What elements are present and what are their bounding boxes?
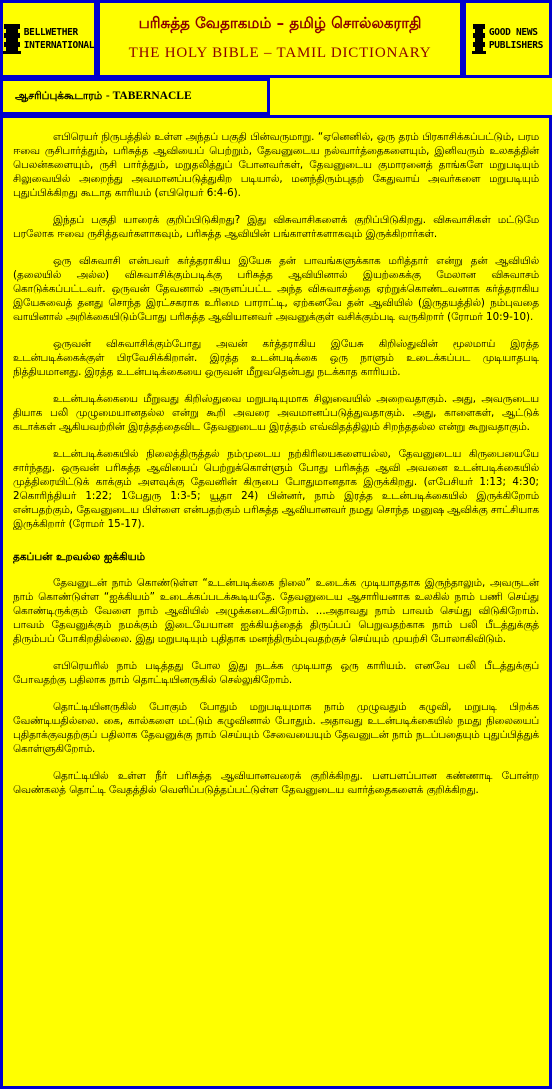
topic-english: - TABERNACLE xyxy=(105,90,192,102)
paragraph: எபிரெயரில் நாம் படித்தது போல இது நடக்க முடியாத ஒரு காரியம். எனவே பலி பீடத்துக்குப் போவதற்கு பதிலாக நாம் தொட்டியினருகில் செல்லுகிறோம். xyxy=(13,660,539,686)
paragraph: தேவனுடன் நாம் கொண்டுள்ள “உடன்படிக்கை நிலை” உடைக்க முடியாததாக இருந்தாலும், அவருடன் நாம் கொண்டுள்ள “ஐக்கியம்” உடைக்கப்படக்கூடியதே. தேவனுடைய ஆசாரியனாக உலகில் நாம் பணி செய்து கொண்டிருக்கும் வேளை நாம் ஆவியில் அழுக்கடைகிறோம். ...அதாவது நாம் பாவம் செய்து விடுகிறோம். பாவம் தேவனுக்கும் நமக்கும் இடையேயான ஐக்கியத்தைத் திருப்பப் பெறுவதற்காக நாம் பலி பீடத்துக்குத் திரும்பப் போகிறதில்லை. இது மறுபடியும் புதிதாக மனந்திரும்புவதற்குச் செய்யும் முயற்சி போலாகிவிடும். xyxy=(13,577,539,645)
paragraph: உடன்படிக்கையை மீறுவது கிறிஸ்துவை மறுபடியுமாக சிலுவையில் அறைவதாகும். அது, அவருடைய தியாக பலி முழுமையானதல்ல என்று கூறி அவரை அவமானப்படுத்துவதாகும். அது, காளைகள், ஆட்டுக் கடாக்கள் ஆகியவற்றின் இரத்தத்தைவிட தேவனுடைய இரத்தம் எவ்விதத்திலும் சிறந்ததல்ல என்று கூறுவதாகும். xyxy=(13,393,539,433)
good-news-logo xyxy=(466,3,549,75)
topic-title xyxy=(15,90,192,103)
topic-box xyxy=(0,78,270,115)
logo-line-2: INTERNATIONAL xyxy=(23,40,95,51)
paragraph: ஒருவன் விசுவாசிக்கும்போது அவன் கர்த்தராகிய இயேசு கிறிஸ்துவின் மூலமாய் இரத்த உடன்படிக்கைக்குள் பிரவேசிக்கிறான். இரத்த உடன்படிக்கை ஒரு நாளும் உடைக்கப்பட முடியாதபடி நித்தியமானது. இரத்த உடன்படிக்கையை ஒருவன் மீறுவதென்பது நடக்காத காரியம். xyxy=(13,338,539,378)
article-body xyxy=(13,130,539,810)
title-english: THE HOLY BIBLE – TAMIL DICTIONARY xyxy=(128,45,432,61)
bellwether-logo xyxy=(3,3,94,75)
logo-line-2: PUBLISHERS xyxy=(488,40,544,51)
book-stack-icon xyxy=(472,24,486,54)
logo-line-1: BELLWETHER xyxy=(23,27,78,38)
paragraph: எபிரெயர் நிருபத்தில் உள்ள அந்தப் பகுதி பின்வருமாறு. “ஏனெனில், ஒரு தரம் பிரகாசிக்கப்பட்டும், பரம ஈவை ருசிபார்த்தும், பரிசுத்த ஆவியைப் பெற்றும், தேவனுடைய நல்வார்த்தைகளையும், இனிவரும் உலகத்தின் பெலன்களையும், ருசி பார்த்தும், மறுதலித்துப் போனவர்கள், தேவனுடைய குமாரனைத் தாங்களே மறுபடியும் சிலுவையில் அறைந்து அவமானப்படுத்துகிற படியால், மனந்திரும்புதற் கேதுவாய் அவர்களை மறுபடியும் புதுப்பிக்கிறது கூடாத காரியம் (எபிரெயர் 6:4-6). xyxy=(13,131,539,199)
title-box xyxy=(97,0,463,78)
section-heading: தகப்பன் உறவல்ல ஐக்கியம் xyxy=(13,551,146,563)
logo-line-1: GOOD NEWS xyxy=(488,27,538,38)
paragraph: இந்தப் பகுதி யாரைக் குறிப்பிடுகிறது? இது விசுவாசிகளைக் குறிப்பிடுகிறது. விசுவாசிகள் மட்டுமே பரலோக ஈவை ருசித்தவர்களாகவும், பரிசுத்த ஆவியின் பங்காளர்களாகவும் இருக்கிறார்கள். xyxy=(13,214,539,240)
book-stack-icon xyxy=(3,24,21,54)
good-news-logo-box xyxy=(463,0,552,78)
paragraph: தொட்டியில் உள்ள நீர் பரிசுத்த ஆவியானவரைக் குறிக்கிறது. பளபளப்பான கண்ணாடி போன்ற வெண்கலத் தொட்டி வேதத்தில் வெளிப்படுத்தப்பட்டுள்ள தேவனுடைய வார்த்தைகளைக் குறிக்கிறது. xyxy=(13,770,539,796)
topic-tamil: ஆசரிப்புக்கூடாரம் xyxy=(15,90,103,102)
title-tamil: பரிசுத்த வேதாகமம் – தமிழ் சொல்லகராதி xyxy=(138,14,422,32)
paragraph: தொட்டியினருகில் போகும் போதும் மறுபடியுமாக நாம் முழுவதும் கழுவி, மறுபடி பிறக்க வேண்டியதில்லை. கை, கால்களை மட்டும் கழுவினால் போதும். அதாவது உடன்படிக்கையில் நமது நிலையைப் புதிதாக்குவதற்குப் பதிலாக தேவனுக்கு நாம் செய்யும் சேவையையும் தேவனுடன் நாம் நடப்பதையும் புதுப்பித்துக் கொள்ளுகிறோம். xyxy=(13,701,539,755)
paragraph: ஒரு விசுவாசி என்பவர் கர்த்தராகிய இயேசு தன் பாவங்களுக்காக மரித்தார் என்று தன் ஆவியில் (தலையில் அல்ல) விசுவாசிக்கும்படிக்கு பரிசுத்த ஆவியினால் இயற்கைக்கு மேலான விசுவாசம் கொடுக்கப்பட்டவர். ஒருவன் தேவனால் அருளப்பட்ட அந்த விசுவாசத்தை ஏற்றுக்கொண்டவனாக கர்த்தராகிய இயேசுவைத் தனது சொந்த இரட்சகராக உரிமை பாராட்டி, ஏற்கனவே தன் ஆவியில் (இருதயத்தில்) நம்புவதை வாயினால் அறிக்கையிடும்போது பரிசுத்த ஆவியானவர் அவனுக்குள் வசிக்கும்படி வருகிறார் (ரோமர் 10:9-10). xyxy=(13,255,539,323)
content-box xyxy=(0,115,552,1089)
bellwether-logo-box xyxy=(0,0,97,78)
paragraph: உடன்படிக்கையில் நிலைத்திருத்தல் நம்முடைய நற்கிரியைகளையல்ல, தேவனுடைய கிருபையையே சார்ந்தது. ஒருவன் பரிசுத்த ஆவியைப் பெற்றுக்கொள்ளும் போது பரிசுத்த ஆவி அவனை உடன்படிக்கையில் முத்திரையிட்டுக் காக்கும் அளவுக்கு தேவனின் கிருபை போதுமானதாக இருக்கிறது. (எபேசியர் 1:13; 4:30; 2கொரிந்தியர் 1:22; 1பேதுரு 1:3-5; யூதா 24) பின்னர், நாம் இரத்த உடன்படிக்கையில் இருக்கிறோம் என்பதற்கும், தேவனுடைய பிள்ளை என்பதற்கும் பரிசுத்த ஆவியானவர் நமது சொந்த மனுஷ ஆவிக்கு சாட்சியாக இருக்கிறார் (ரோமர் 15-17). xyxy=(13,448,539,530)
